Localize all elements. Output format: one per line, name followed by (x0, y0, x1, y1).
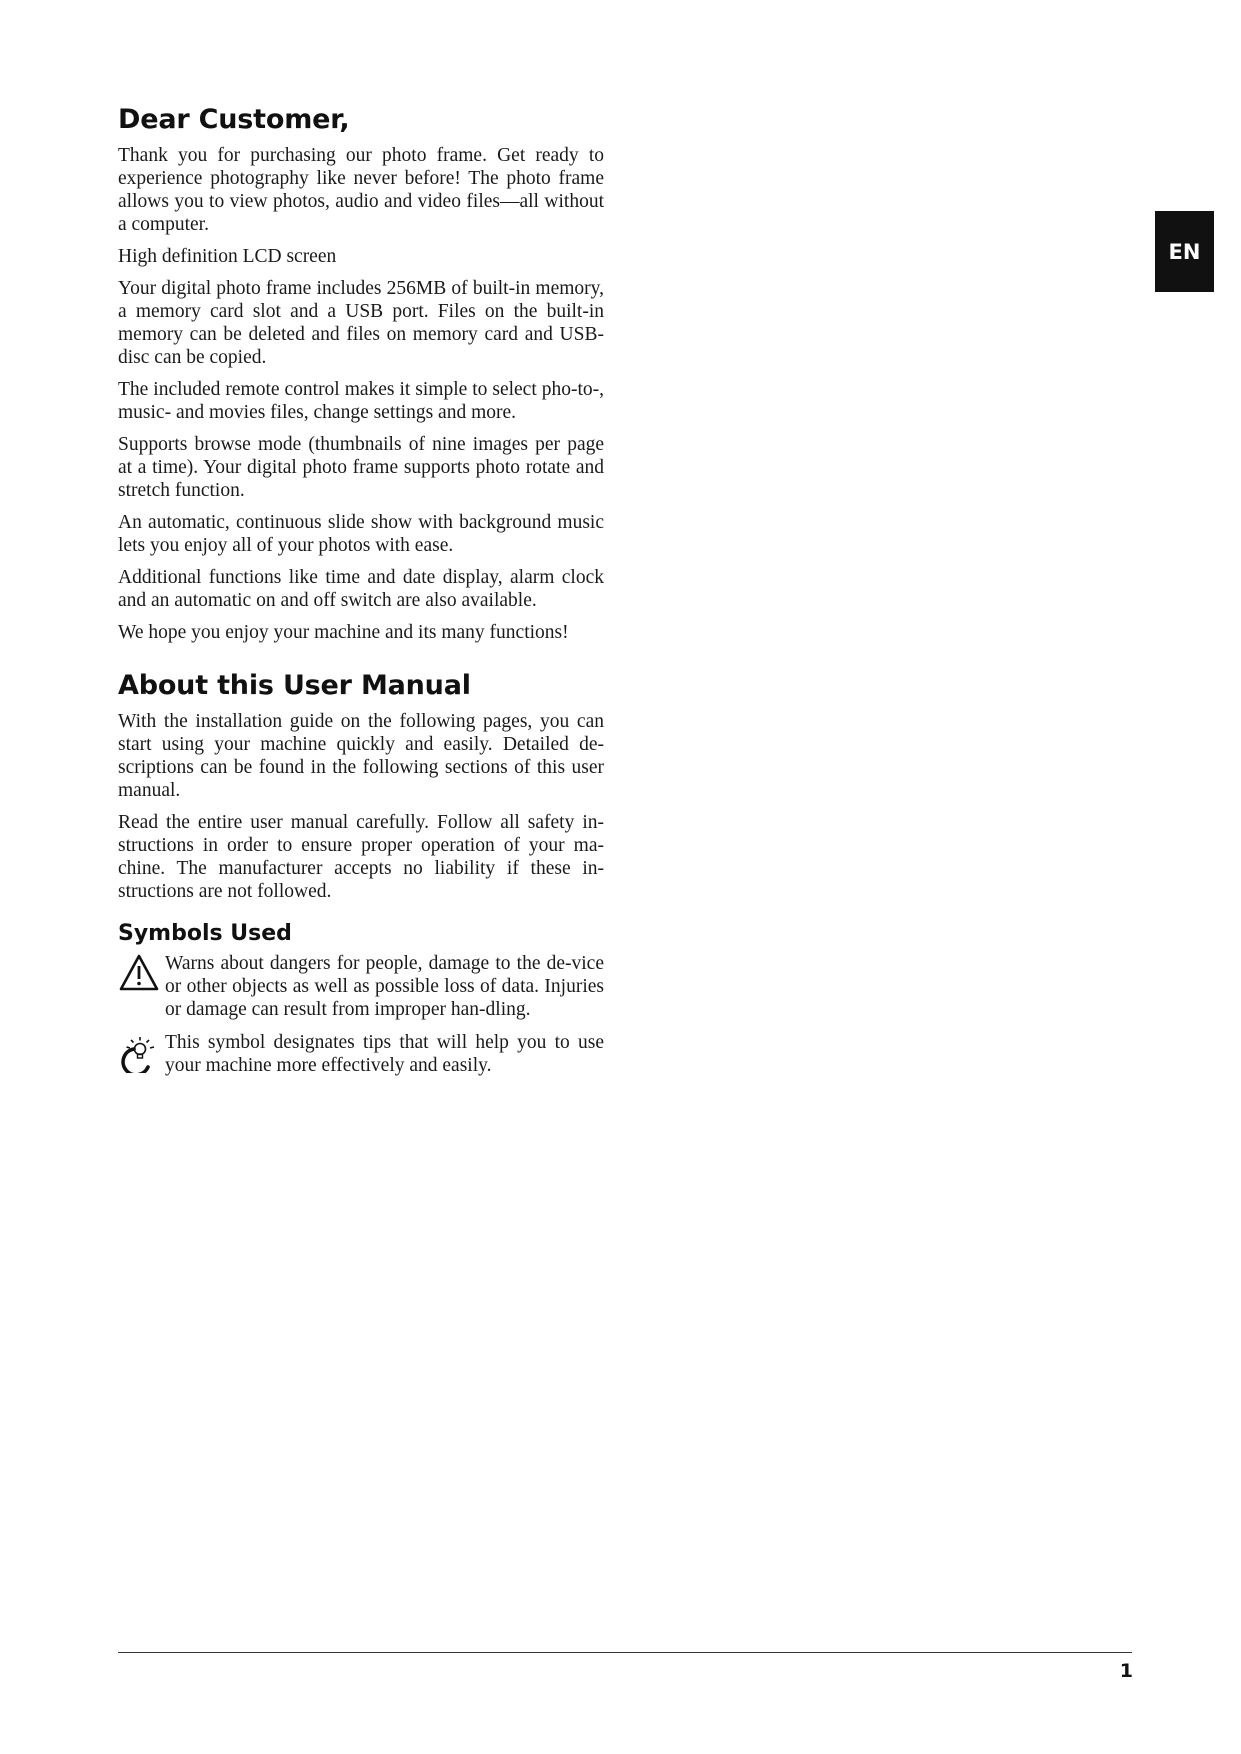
dear-customer-paragraph-3: Your digital photo frame includes 256MB of built-in memory, a memory card slot and a USB port. Files on the built-in memory can be deleted and files on memory card and USB-disc can be copied. (118, 278, 604, 368)
tip-symbol-row (118, 1031, 604, 1077)
main-column (118, 104, 604, 1087)
symbols-used-heading: Symbols Used (118, 921, 292, 946)
tip-lightbulb-icon (118, 1031, 160, 1073)
dear-customer-paragraph-2: High definition LCD screen (118, 246, 337, 267)
warning-symbol-row (118, 952, 604, 1021)
dear-customer-paragraph-8: We hope you enjoy your machine and its many functions! (118, 622, 569, 643)
dear-customer-paragraph-4: The included remote control makes it simple to select pho-to-, music- and movies files, change settings and more. (118, 379, 604, 423)
warning-symbol-text: Warns about dangers for people, damage to the de-vice or other objects as well as possible loss of data. Injuries or damage can result from improper han-dling. (165, 953, 604, 1020)
warning-triangle-icon (118, 952, 160, 994)
about-manual-paragraph-2: Read the entire user manual carefully. Follow all safety in-structions in order to ensure proper operation of your ma-chine. The manufacturer accepts no liability if these in-structions are not followed. (118, 812, 604, 902)
page-number: 1 (1119, 1660, 1133, 1682)
dear-customer-paragraph-7: Additional functions like time and date display, alarm clock and an automatic on and off switch are also available. (118, 567, 604, 611)
about-manual-paragraph-1: With the installation guide on the following pages, you can start using your machine quickly and easily. Detailed de-scriptions can be found in the following sections of this user manual. (118, 711, 604, 801)
dear-customer-paragraph-6: An automatic, continuous slide show with background music lets you enjoy all of your photos with ease. (118, 512, 604, 556)
dear-customer-paragraph-1: Thank you for purchasing our photo frame. Get ready to experience photography like never before! The photo frame allows you to view photos, audio and video files—all without a computer. (118, 145, 604, 235)
tip-symbol-text: This symbol designates tips that will help you to use your machine more effectively and easily. (165, 1032, 604, 1076)
language-tab: EN (1155, 211, 1214, 292)
about-manual-heading: About this User Manual (118, 670, 471, 701)
dear-customer-heading: Dear Customer, (118, 104, 350, 135)
dear-customer-paragraph-5: Supports browse mode (thumbnails of nine images per page at a time). Your digital photo frame supports photo rotate and stretch function. (118, 434, 604, 501)
footer-divider (118, 1652, 1132, 1653)
